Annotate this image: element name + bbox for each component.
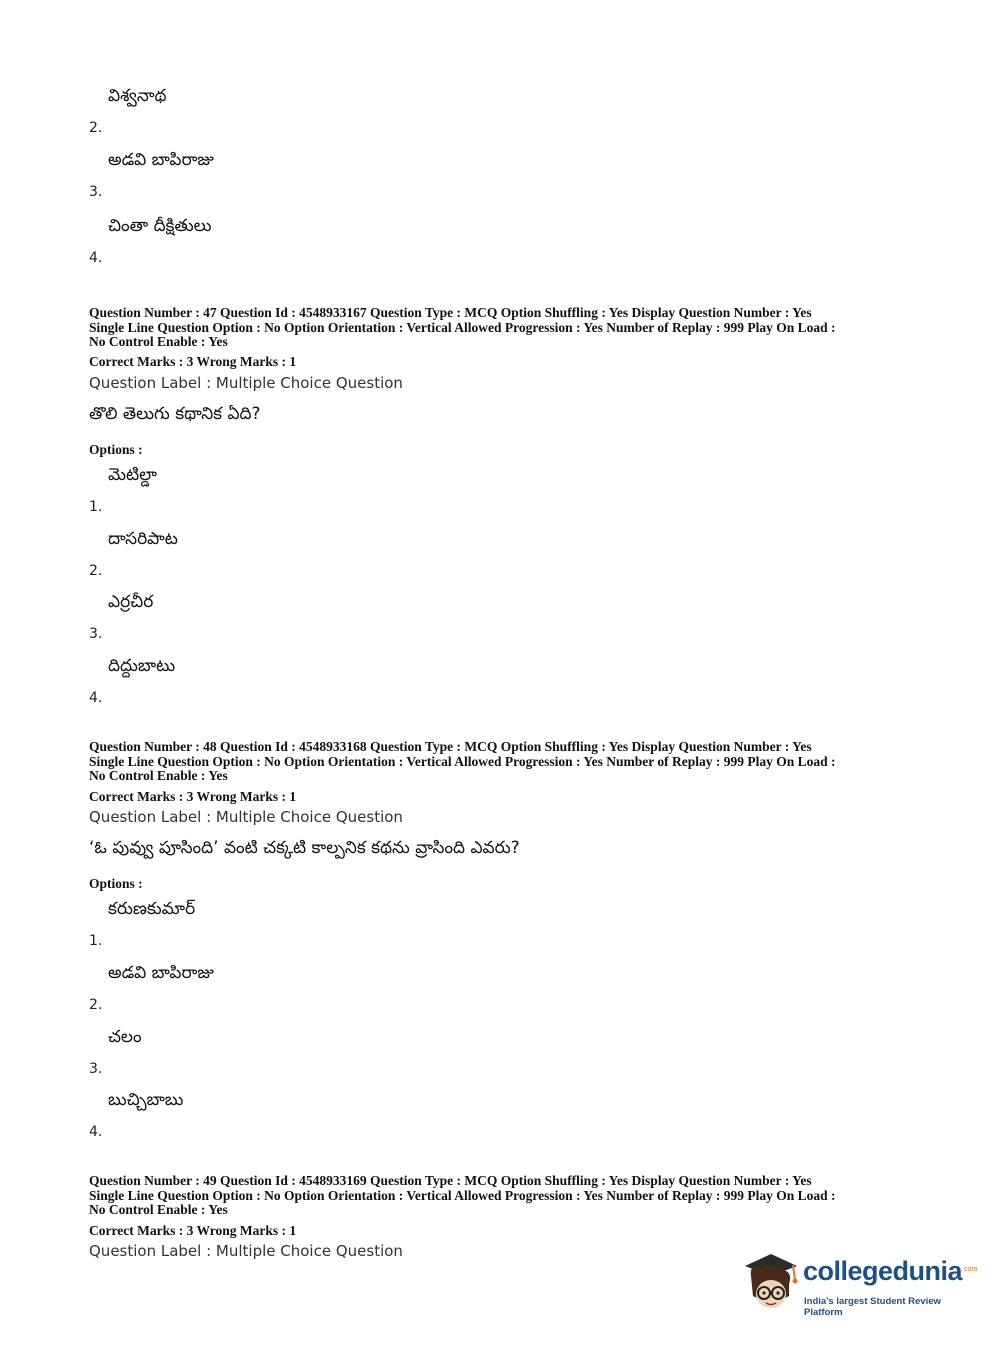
- option-number: 2.: [89, 997, 103, 1013]
- meta-line: Single Line Question Option : No Option Orientation : Vertical Allowed Progression : Yes Number of Replay : 999 Play On Load :: [89, 319, 836, 335]
- option-item: [89, 529, 689, 579]
- meta-line: Single Line Question Option : No Option Orientation : Vertical Allowed Progression : Yes Number of Replay : 999 Play On Load :: [89, 753, 836, 769]
- option-number: 2.: [89, 120, 103, 136]
- option-number: 3.: [89, 626, 103, 642]
- meta-line: Single Line Question Option : No Option Orientation : Vertical Allowed Progression : Yes Number of Replay : 999 Play On Load :: [89, 1187, 836, 1203]
- option-number: 3.: [89, 184, 103, 200]
- option-text: ఎర్రచీర: [108, 592, 154, 612]
- logo-dotcom-text: .com: [962, 1266, 978, 1273]
- options-heading: Options :: [89, 876, 143, 891]
- option-number: 2.: [89, 563, 103, 579]
- question-meta: [89, 306, 919, 350]
- option-item: [89, 963, 689, 1013]
- option-item: [89, 86, 689, 136]
- question-marks: Correct Marks : 3 Wrong Marks : 1: [89, 1223, 297, 1238]
- option-text: దాసరిపాట: [108, 529, 178, 549]
- question-text: ‘ఓ పువ్వు పూసింది’ వంటి చక్కటి కాల్పనిక కథను వ్రాసింది ఎవరు?: [89, 838, 520, 858]
- question-text: తొలి తెలుగు కథానిక ఏది?: [89, 404, 261, 424]
- question-marks: Correct Marks : 3 Wrong Marks : 1: [89, 354, 297, 369]
- option-item: [89, 592, 689, 642]
- graduate-mascot-icon: [741, 1250, 801, 1316]
- option-number: 3.: [89, 1061, 103, 1077]
- option-item: [89, 465, 689, 515]
- option-item: [89, 656, 689, 706]
- meta-line: No Control Enable : Yes: [89, 768, 228, 783]
- collegedunia-logo: [741, 1250, 978, 1318]
- question-marks: Correct Marks : 3 Wrong Marks : 1: [89, 789, 297, 804]
- question-label: Question Label : Multiple Choice Question: [89, 1242, 403, 1260]
- meta-line: No Control Enable : Yes: [89, 1202, 228, 1217]
- meta-line: No Control Enable : Yes: [89, 334, 228, 349]
- meta-line: Question Number : 47 Question Id : 4548933167 Question Type : MCQ Option Shuffling : Yes Display Question Number : Yes: [89, 305, 812, 320]
- option-text: దిద్దుబాటు: [108, 656, 176, 676]
- option-text: బుచ్చిబాబు: [108, 1090, 184, 1110]
- option-number: 4.: [89, 1124, 103, 1140]
- question-meta: [89, 1174, 919, 1218]
- meta-line: Question Number : 48 Question Id : 4548933168 Question Type : MCQ Option Shuffling : Yes Display Question Number : Yes: [89, 739, 812, 754]
- option-text: చలం: [108, 1027, 142, 1047]
- question-meta: [89, 740, 919, 784]
- option-item: [89, 1027, 689, 1077]
- option-text: మెటిల్డా: [108, 465, 157, 485]
- logo-tagline: India's largest Student Review Platform: [804, 1296, 941, 1318]
- option-number: 4.: [89, 250, 103, 266]
- option-text: విశ్వనాథ: [108, 86, 167, 106]
- option-number: 1.: [89, 933, 103, 949]
- option-number: 4.: [89, 690, 103, 706]
- option-text: చింతా దీక్షితులు: [108, 216, 212, 236]
- option-text: అడవి బాపిరాజు: [108, 150, 214, 170]
- option-item: [89, 216, 689, 266]
- question-label: Question Label : Multiple Choice Question: [89, 808, 403, 826]
- meta-line: Question Number : 49 Question Id : 4548933169 Question Type : MCQ Option Shuffling : Yes Display Question Number : Yes: [89, 1173, 812, 1188]
- option-item: [89, 150, 689, 200]
- options-heading: Options :: [89, 442, 143, 457]
- option-text: అడవి బాపిరాజు: [108, 963, 214, 983]
- option-item: [89, 1090, 689, 1140]
- option-item: [89, 899, 689, 949]
- option-number: 1.: [89, 499, 103, 515]
- option-text: కరుణకుమార్: [108, 899, 196, 919]
- question-label: Question Label : Multiple Choice Question: [89, 374, 403, 392]
- logo-brand-text: collegedunia: [803, 1256, 963, 1286]
